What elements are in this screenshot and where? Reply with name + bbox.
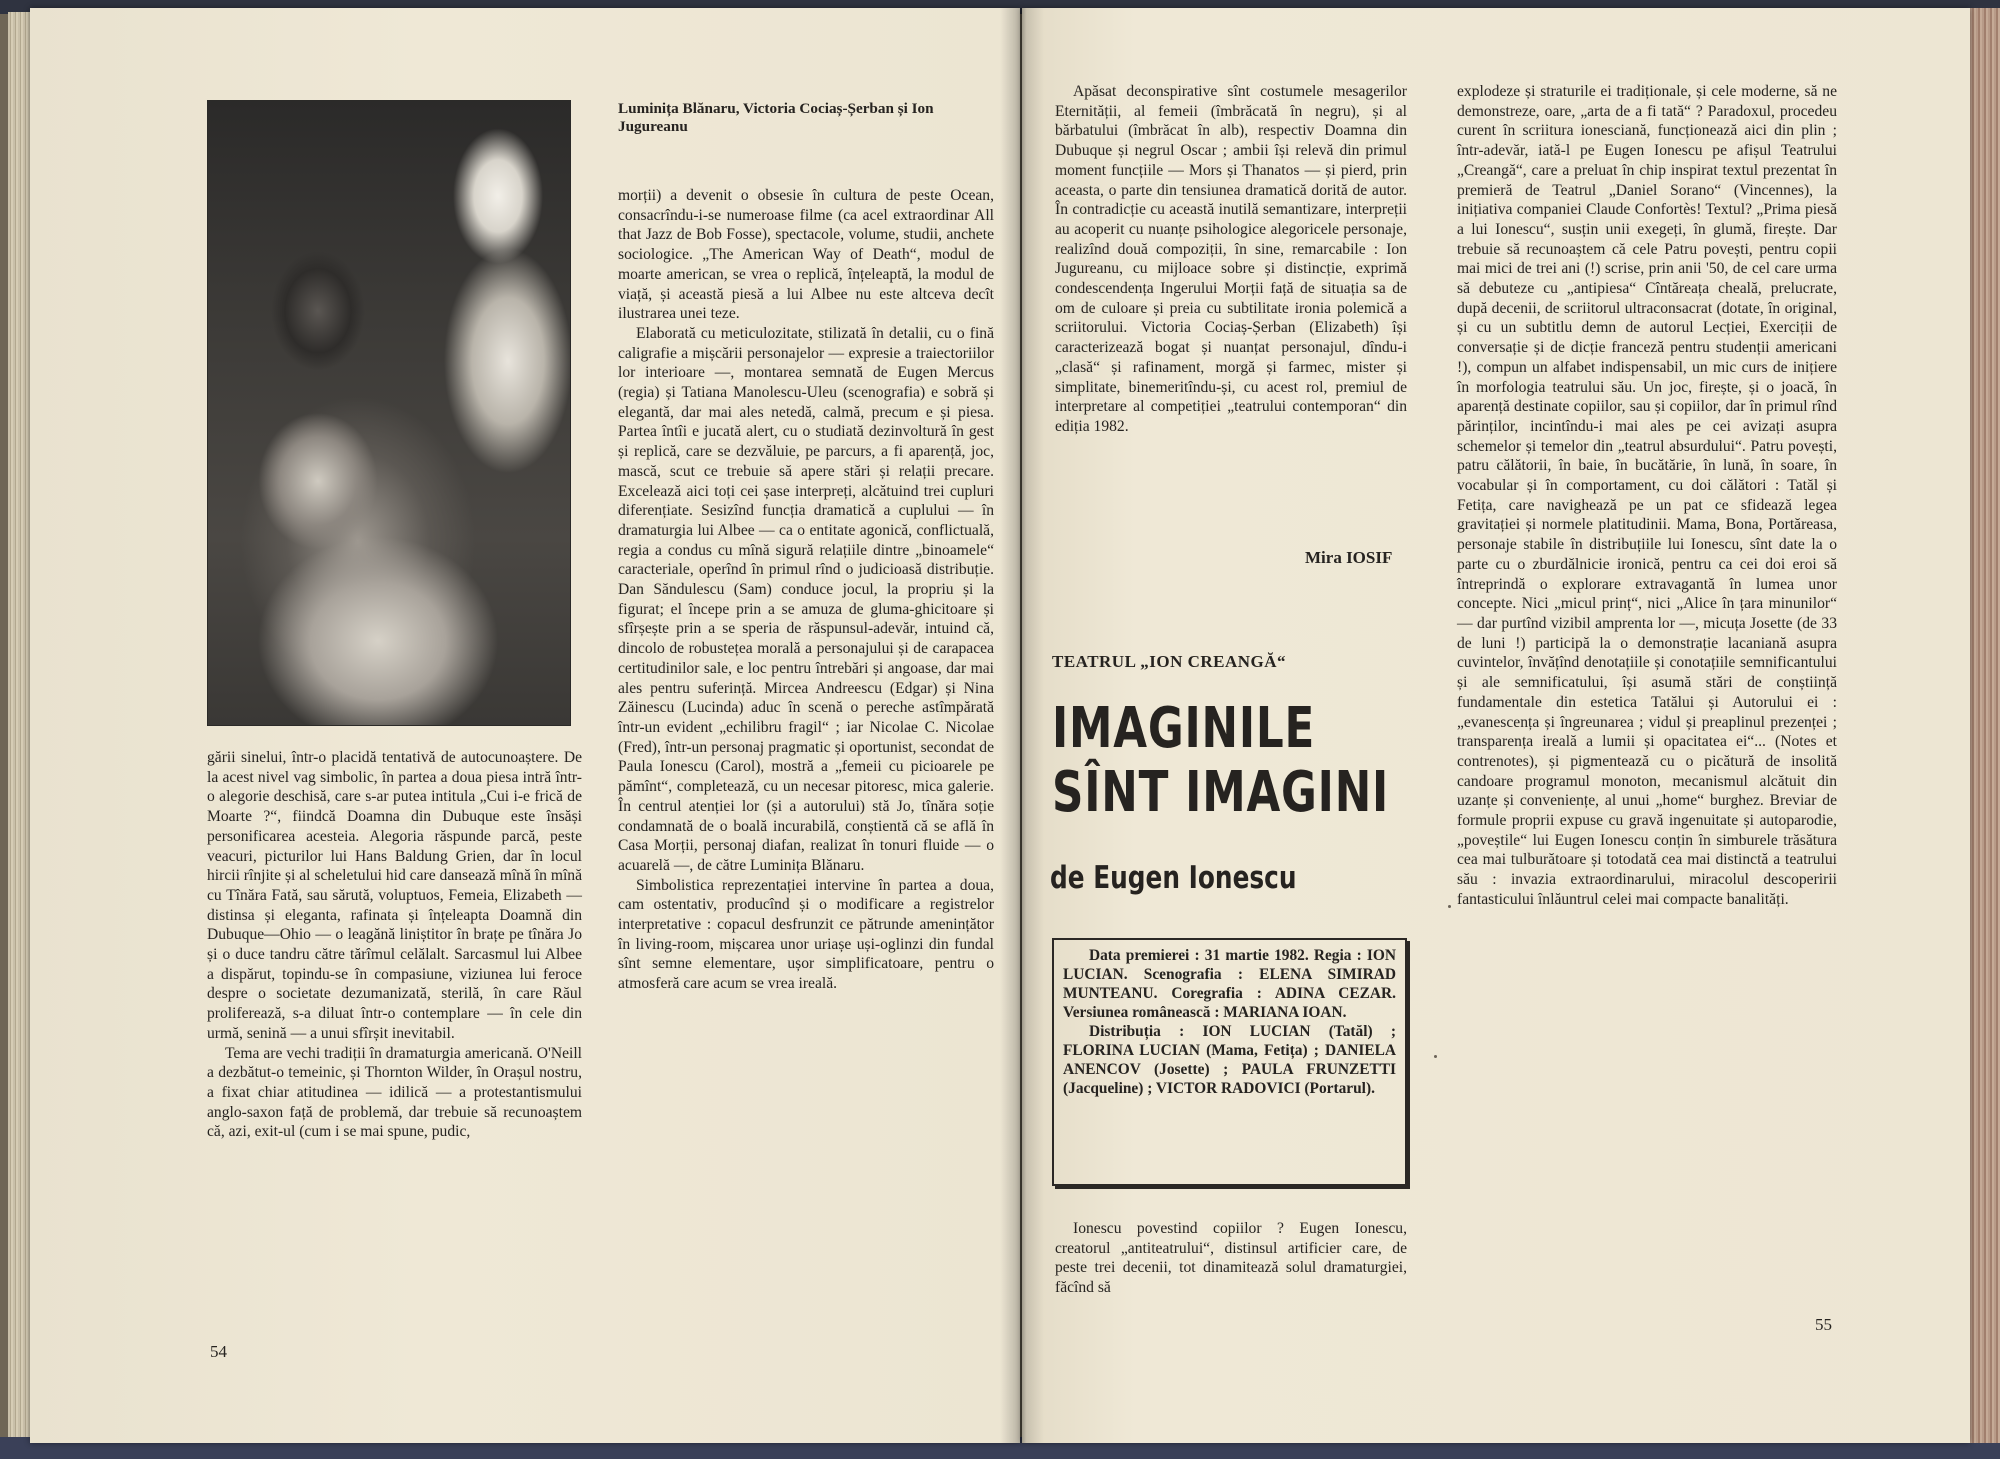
credits-cast: Distribuția : ION LUCIAN (Tatăl) ; FLORINA LUCIAN (Mama, Fetița) ; DANIELA ANENCOV (Josette) ; PAULA FRUNZETTI (Jacqueline) ; VICTOR RADOVICI (Portarul). (1063, 1023, 1396, 1097)
paragraph: Tema are vechi tradiții în dramaturgia americană. O'Neill a dezbătut-o temeinic, și Thornton Wilder, în Orașul nostru, a fixat chiar atitudinea — idilică — a protestantismului anglo-saxon față de problemă, dar trebuie să recunoaștem că, azi, exit-ul (cum i se mai spune, pudic, (207, 1044, 582, 1141)
credits-box (1052, 938, 1407, 1186)
right-column-2 (1457, 82, 1837, 910)
byline: de Eugen Ionescu (1050, 860, 1297, 896)
right-column-1 (1055, 82, 1407, 437)
paragraph: gării sinelui, într-o placidă tentativă de autocunoaștere. De la acest nivel vag simbolic, în partea a doua piesa intră într-o alegorie deschisă, care s-ar putea intitula „Cui i-e frică de Moarte ?“, fiindcă Doamna din Dubuque este însăși personificarea acesteia. Alegoria răspunde parcă, peste veacuri, picturilor lui Hans Baldung Grien, dar în locul hircii rînjite și al scheletului hid care dansează mînă în mînă cu Tînăra Fată, sau sărută, voluptuos, Femeia, Elizabeth — distinsa și eleganta, rafinata și înțeleapta Doamnă din Dubuque—Ohio — o leagănă liniștitor în brațe pe tînăra Jo și o duce tandru către tărîmul celălalt. Sarcasmul lui Albee a dispărut, topindu-se în compasiune, viziunea lui feroce despre o societate dezumanizată, sterilă, în care Răul proliferează, s-a diluat într-o contemplare — în cele din urmă, senină — a unui sfîrșit inevitabil. (207, 749, 582, 1042)
title-line-1: IMAGINILE (1052, 696, 1316, 761)
article-title (1052, 697, 1389, 825)
right-page-edge (1970, 8, 2000, 1443)
paper-speck (1434, 1055, 1437, 1058)
paragraph: morții) a devenit o obsesie în cultura de peste Ocean, consacrîndu-i-se numeroase filme (ca acel extraordinar All that Jazz de Bob Fosse), spectacole, volume, studii, anchete sociologice. „The American Way of Death“, modul de moarte american, se vrea o replică, înțeleaptă, la modul de viață, și această piesă a lui Albee nu este altceva decît ilustrarea unei teze. (618, 187, 994, 323)
page-number-right: 55 (1815, 1315, 1832, 1334)
theatre-name: TEATRUL „ION CREANGĂ“ (1052, 652, 1287, 671)
stage-photo (207, 100, 571, 726)
page-number-left: 54 (210, 1342, 227, 1361)
credits-main: Data premierei : 31 martie 1982. Regia : ION LUCIAN. Scenografia : ELENA SIMIRAD MUNTEANU. Coregrafia : ADINA CEZAR. Versiunea românească : MARIANA IOAN. (1063, 947, 1396, 1021)
paper-speck (1448, 905, 1451, 908)
book-gutter (1000, 8, 1044, 1443)
title-line-2: SÎNT IMAGINI (1052, 760, 1390, 825)
paragraph: Ionescu povestind copiilor ? Eugen Ionescu, creatorul „antiteatrului“, distinsul artificier care, de peste trei decenii, tot dinamitează solul dramaturgiei, făcînd să (1055, 1220, 1407, 1297)
author-signature: Mira IOSIF (1305, 548, 1393, 567)
left-page-edge (8, 12, 32, 1437)
paragraph: Apăsat deconspirative sînt costumele mesagerilor Eternității, al femeii (îmbrăcată în negru), și al bărbatului (îmbrăcat în alb), respectiv Doamna din Dubuque și negrul Oscar ; ambii își relevă din primul moment funcțiile — Mors și Thanatos — și pierd, prin aceasta, o parte din tensiunea dramatică dorită de autor. În contradicție cu această inutilă semantizare, interpreții au acoperit cu nuanțe psihologice alegoricele personaje, realizînd două compoziții, în sine, remarcabile : Ion Jugureanu, cu mijloace sobre și distincție, exprimă condescendența Ingerului Morții față de situația sa de om de culoare și preia cu subtilitate ironia polemică a scriitorului. Victoria Cociaș-Șerban (Elizabeth) își caracterizează bogat și nuanțat personajul, dîndu-i „clasă“ și rafinament, morgă și farmec, mister și simplitate, binemeritîndu-și, cu acest rol, premiul de interpretare al competiției „teatrului contemporan“ din ediția 1982. (1055, 83, 1407, 435)
left-column-1 (207, 748, 582, 1142)
photo-caption: Luminița Blănaru, Victoria Cociaș-Șerban și Ion Jugureanu (618, 100, 934, 135)
right-lower-paragraph (1055, 1219, 1407, 1298)
paragraph: explodeze și straturile ei tradiționale, și cele moderne, să ne demonstreze, oare, „arta de a fi tată“ ? Paradoxul, procedeu curent în scriitura ionesciană, funcționează aici din plin ; într-adevăr, iată-l pe Eugen Ionescu pe afișul Teatrului „Creangă“, care a preluat în chip inspirat textul prezentat în premieră de Teatrul „Daniel Sorano“ (Vincennes), la inițiativa companiei Claude Confortès! Textul? „Prima piesă a lui Ionescu“, susțin unii exegeți, în glumă, firește. Dar trebuie să recunoaștem că cele Patru povești, pentru copii mai mici de trei ani (!) scrise, prin anii '50, de cel care urma să debuteze cu „antipiesa“ Cîntăreața cheală, prelucrate, după decenii, de scriitorul ultraconsacrat (dotate, în original, și cu un subtitlu demn de autorul Lecției, Exerciții de conversație și de dicție franceză pentru studenții americani !), compun un alfabet indispensabil, un mic curs de inițiere în morfologia teatrului său. Un joc, firește, și o joacă, în aparență destinate copiilor, sau și copiilor, dar în primul rînd părinților, incintîndu-i mai ales pe cei avizați asupra schemelor și temelor din „teatrul absurdului“. Patru povești, patru călătorii, în baie, în bucătărie, în lună, în soare, în vocabular și în comportament, cu doi călători : Tatăl și Fetița, care navighează pe un pat ce sfidează legea gravitației și normele platitudinii. Mama, Bona, Portăreasa, personaje stabile în distribuțiile lui Ionescu, sînt date la o parte cu o zburdălnicie ironică, pentru ca cei doi eroi să întreprindă o explorare extravagantă în lumea unor concepte. Nici „micul prinț“, nici „Alice în țara minunilor“ — dar purtînd vizibil amprenta lor —, micuța Josette (de 33 de luni !) participă la o demonstrație lacaniană asupra cuvintelor, învățînd denotațiile și conotațiile semnificantului și ale semnificatului, își asumă stări de conștiință fundamentale din estetica Tatălui și Autorului ei : „evanescența și îngreunarea ; vidul și preaplinul prezenței ; transparența ireală a lumii și opacitatea ei“... (Notes et contrenotes), și pigmentează cu o picătură de insolită candoare programul monoton, mecanismul alcătuit din uzanțe și conveniențe, al unui „home“ burghez. Breviar de formule proprii expuse cu gravă ingenuitate și autoparodie, „poveștile“ lui Eugen Ionescu conțin în simburele trăsătura cea mai tulburătoare și totodată cea mai distinctă a teatrului său : invazia extraordinarului, miracolul descoperirii fantasticului înlăuntrul celei mai compacte banalități. (1457, 83, 1837, 908)
paragraph: Elaborată cu meticulozitate, stilizată în detalii, cu o fină caligrafie a mișcării personajelor — expresie a traiectoriilor lor interioare —, montarea semnată de Eugen Mercus (regia) și Tatiana Manolescu-Uleu (scenografia) e sobră și elegantă, dar mai ales netedă, calmă, precum e și piesa. Partea întîi e jucată alert, cu o studiată dezinvoltură în gest și replică, care se dezvăluie, pe parcurs, a fi aparență, joc, mască, scut ce trebuie să apere stări și relații precare. Excelează aici toți cei șase interpreți, alcătuind trei cupluri diferențiate. Sesizînd funcția dramatică a cuplului — în dramaturgia lui Albee — ca o entitate agonică, conflictuală, regia a condus cu mînă sigură relațiile dintre „binoamele“ caracteriale, operînd în primul rînd o judicioasă distribuție. Dan Săndulescu (Sam) conduce jocul, la propriu și la figurat; el începe prin a se amuza de gluma-ghicitoare și sfîrșește prin a se speria de răspunsul-adevăr, intuind că, dincolo de robustețea morală a personajului și de carapacea certitudinilor sale, e loc pentru întrebări și angoase, dar mai ales pentru suferință. Mircea Andreescu (Edgar) și Nina Zăinescu (Lucinda) aduc în scenă o pereche astîmpărată într-un evident „echilibru fragil“ ; iar Nicolae C. Nicolae (Fred), într-un personaj pragmatic și oportunist, secondat de Paula Ionescu (Carol), mostră a „femeii cu picioarele pe pămînt“, completează, cu un necesar pitoresc, mica galerie. În centrul atenției lor (și a autorului) stă Jo, tînăra soție condamnată de o boală incurabilă, conștientă că se află în Casa Morții, personaj diafan, realizat în tonuri fluide — o acuarelă —, de către Luminița Blănaru. (618, 324, 994, 874)
left-column-2 (618, 186, 994, 994)
paragraph: Simbolistica reprezentației intervine în partea a doua, cam ostentativ, producînd și o modificare a registrelor interpretative : copacul desfrunzit ce pătrunde amenințător în living-room, mișcarea unor uriașe uși-oglinzi din fundal sînt semne elementare, ușor simplificatoare, pentru o atmosferă care acum se vrea ireală. (618, 876, 994, 993)
